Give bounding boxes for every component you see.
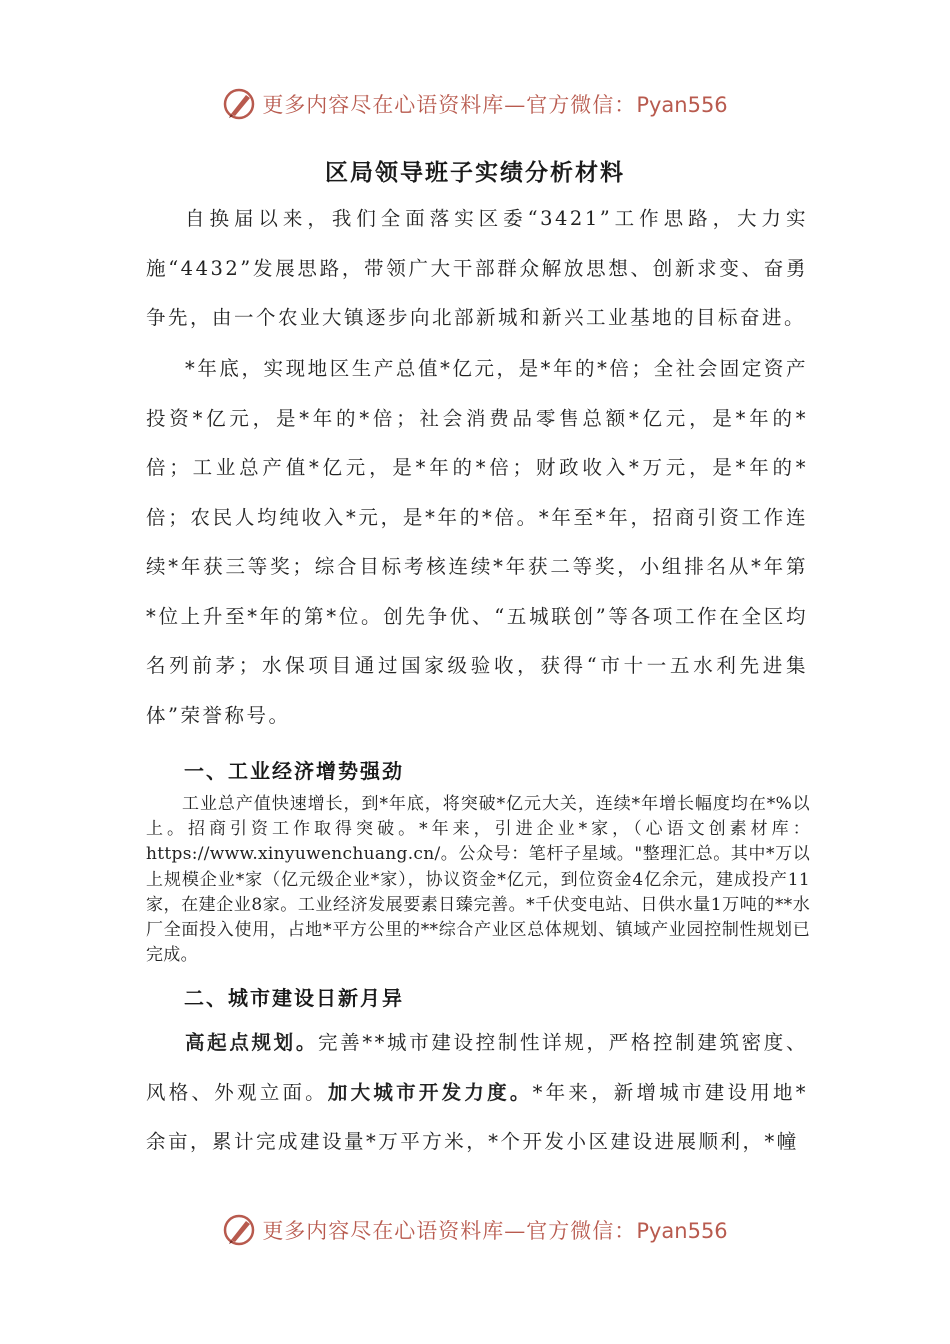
section-heading-industry: 一、工业经济增势强劲 [184, 759, 404, 783]
development-text: *年来，新增城市建设用地*余亩，累计完成建设量*万平方米，*个开发小区建设进展顺利，*幢 [146, 1080, 808, 1153]
industry-paragraph: 工业总产值快速增长，到*年底，将突破*亿元大关，连续*年增长幅度均在*%以上。招商引资工作取得突破。*年来，引进企业*家，（心语文创素材库：https://www.xinyuwenchuang.cn/。公众号：笔杆子星域。"整理汇总。其中*万以上规模企业*家（亿元级企业*家），协议资金*亿元，到位资金4亿余元，建成投产11家，在建企业8家。工业经济发展要素日臻完善。*千伏变电站、日供水量1万吨的**水厂全面投入使用，占地*平方公里的**综合产业区总体规划、镇域产业园控制性规划已完成。 [146, 794, 810, 966]
document-title: 区局领导班子实绩分析材料 [325, 160, 625, 186]
stats-paragraph: *年底，实现地区生产总值*亿元，是*年的*倍；全社会固定资产投资*亿元，是*年的*倍；社会消费品零售总额*亿元，是*年的*倍；工业总产值*亿元，是*年的*倍；财政收入*万元，是*年的*倍；农民人均纯收入*元，是*年的*倍。*年至*年，招商引资工作连续*年获三等奖；综合目标考核连续*年获二等奖，小组排名从*年第*位上升至*年的第*位。创先争优、“五城联创”等各项工作在全区均名列前茅；水保项目通过国家级验收，获得“市十一五水利先进集体”荣誉称号。 [146, 357, 808, 727]
pen-logo-icon [222, 87, 256, 121]
city-paragraph [146, 1018, 808, 1167]
intro-paragraph: 自换届以来，我们全面落实区委“3421”工作思路，大力实施“4432”发展思路，带领广大干部群众解放思想、创新求变、奋勇争先，由一个农业大镇逐步向北部新城和新兴工业基地的目标奋进。 [146, 207, 808, 329]
pen-logo-icon [222, 1213, 256, 1247]
wechat-id: Pyan556 [636, 93, 728, 117]
section-heading-city: 二、城市建设日新月异 [184, 986, 404, 1010]
banner-text: 更多内容尽在心语资料库—官方微信：Pyan556 [262, 93, 728, 117]
lead-development: 加大城市开发力度。 [327, 1080, 533, 1104]
wechat-id: Pyan556 [636, 1219, 728, 1243]
lead-planning: 高起点规划。 [185, 1031, 318, 1054]
planning-text: 完善**城市建设控制性详规，严格控制建筑密度、风格、外观立面。 [146, 1031, 808, 1104]
footer-watermark-banner [0, 1208, 950, 1252]
banner-text: 更多内容尽在心语资料库—官方微信：Pyan556 [262, 1219, 728, 1243]
header-watermark-banner [0, 82, 950, 126]
